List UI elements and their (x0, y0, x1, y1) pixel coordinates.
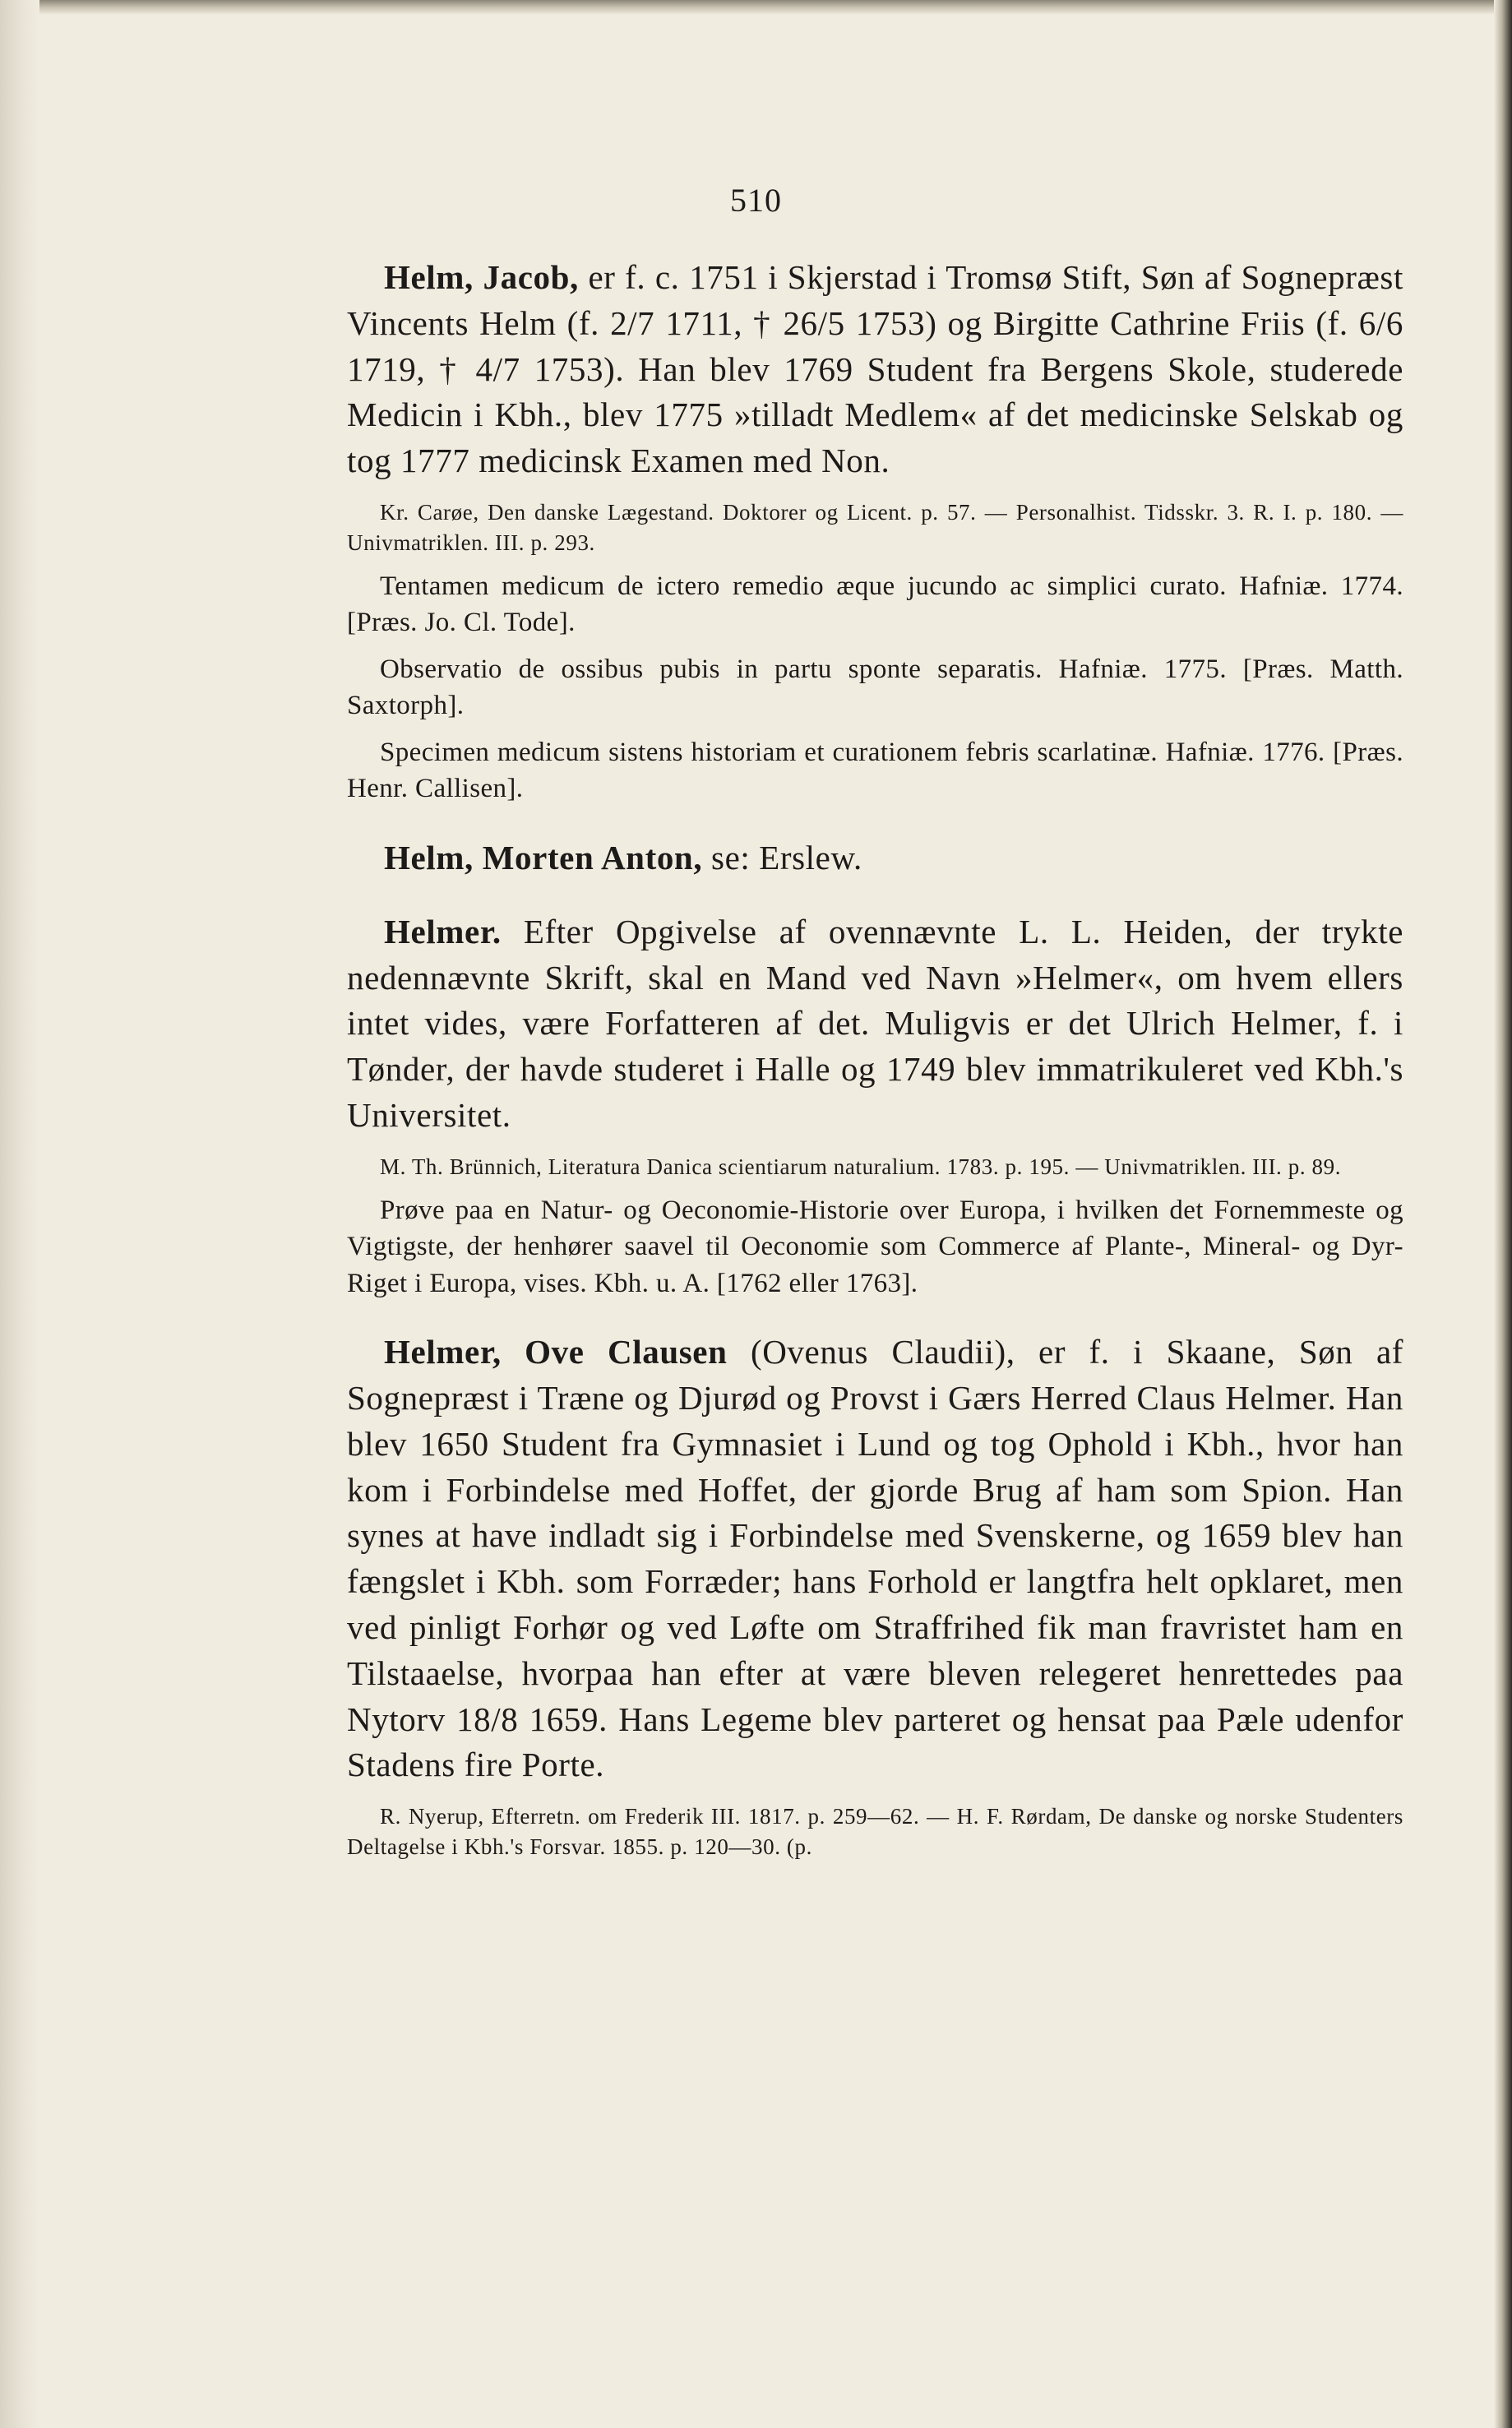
entry-text: er f. c. 1751 i Skjerstad i Tromsø Stift, Søn af Sognepræst Vincents Helm (f. (347, 258, 1403, 342)
date-fraction: 2/7 (610, 303, 655, 342)
entry-text: 1659. Hans Legeme blev parteret og hensat paa Pæle udenfor Stadens fire Porte. (347, 1700, 1403, 1784)
entry-text: (Ovenus Claudii), er f. i Skaane, Søn af Sognepræst i Træne og Djurød og Provst i Gærs Herred Claus Helmer. Han blev 1650 Student fra Gymnasiet i Lund og tog Ophold i Kbh., hvor han kom i Forbindelse med Hoffet, der gjorde Brug af ham som Spion. Han synes at have indladt sig i Forbindelse med Svenskerne, og 1659 blev han fængslet i Kbh. som Forræder; hans Forhold er langtfra helt opklaret, men ved pinligt Forhør og ved Løfte om Straffrihed fik man fravristet ham en Tilstaaelse, hvorpaa han efter at være bleven relegeret henrettedes paa Nytorv (347, 1333, 1403, 1738)
references: Kr. Carøe, Den danske Lægestand. Doktorer og Licent. p. 57. — Personalhist. Tidsskr. 3. R. I. p. 180. — Univmatriklen. III. p. 293. (347, 499, 1403, 555)
work-title: Prøve paa en Natur- og Oeconomie-Historie over Europa, i hvilken det Fornemmeste og Vigtigste, der henhører saavel til Oeconomie som Commerce af Plante-, Mineral- og Dyr-Riget i Europa, vises. Kbh. u. A. [1762 eller 1763]. (347, 1195, 1403, 1298)
date-fraction: 26/5 (783, 303, 845, 342)
spacer (347, 807, 1403, 835)
page-number: 510 (730, 182, 782, 219)
entry-helmer (347, 909, 1403, 1139)
scan-shadow-left (0, 0, 39, 2428)
scan-shadow-top (0, 0, 1512, 15)
entry-helm-jacob (347, 255, 1403, 484)
work-title: Tentamen medicum de ictero remedio æque jucundo ac simplici curato. Hafniæ. 1774. [Præs. Jo. Cl. Tode]. (347, 571, 1403, 638)
spacer (347, 1302, 1403, 1330)
entry-text: 1753) og Birgitte Cathrine Friis (f. (844, 303, 1359, 342)
entry-helm-morten (347, 835, 1403, 881)
spacer (347, 1139, 1403, 1152)
entry-text: Efter Opgivelse af ovennævnte L. L. Heiden, der trykte nedennævnte Skrift, skal en Mand ved Navn »Helmer«, om hvem ellers intet vides, være Forfatteren af det. Muligvis er det Ulrich Helmer, f. i Tønder, der havde studeret i Halle og 1749 blev immatrikuleret ved Kbh.'s Universitet. (347, 912, 1403, 1134)
scan-shadow-right (1494, 0, 1512, 2428)
headword: Helmer. (384, 912, 502, 950)
work-title: Observatio de ossibus pubis in partu sponte separatis. Hafniæ. 1775. [Præs. Matth. Saxtorph]. (347, 654, 1403, 721)
entry-text: 1719, † (347, 349, 476, 388)
references: R. Nyerup, Efterretn. om Frederik III. 1817. p. 259—62. — H. F. Rørdam, De danske og norske Studenters Deltagelse i Kbh.'s Forsvar. 1855. p. 120—30. (p. (347, 1804, 1403, 1860)
entry-text: se: Erslew. (702, 838, 862, 876)
date-fraction: 4/7 (475, 349, 520, 388)
spacer (347, 641, 1403, 651)
spacer (347, 881, 1403, 909)
entry-text: 1711, † (654, 303, 784, 342)
headword: Helmer, Ove Clausen (384, 1333, 728, 1371)
headword: Helm, Jacob, (384, 258, 579, 296)
entry-helmer-ove (347, 1330, 1403, 1788)
spacer (347, 724, 1403, 734)
references: M. Th. Brünnich, Literatura Danica scientiarum naturalium. 1783. p. 195. — Univmatriklen. III. p. 89. (380, 1154, 1342, 1179)
headword: Helm, Morten Anton, (384, 838, 703, 876)
spacer (347, 558, 1403, 568)
date-fraction: 6/6 (1358, 303, 1403, 342)
text-column (347, 255, 1403, 1862)
entry-text: 1753). Han blev 1769 Student fra Bergens Skole, studerede Medicin i Kbh., blev 1775 »tilladt Medlem« af det medicinske Selskab og tog 1777 medicinsk Examen med Non. (347, 349, 1403, 480)
spacer (347, 484, 1403, 497)
spacer (347, 1182, 1403, 1192)
work-title: Specimen medicum sistens historiam et curationem febris scarlatinæ. Hafniæ. 1776. [Præs. Henr. Callisen]. (347, 737, 1403, 804)
spacer (347, 1788, 1403, 1801)
date-fraction: 18/8 (456, 1700, 519, 1738)
